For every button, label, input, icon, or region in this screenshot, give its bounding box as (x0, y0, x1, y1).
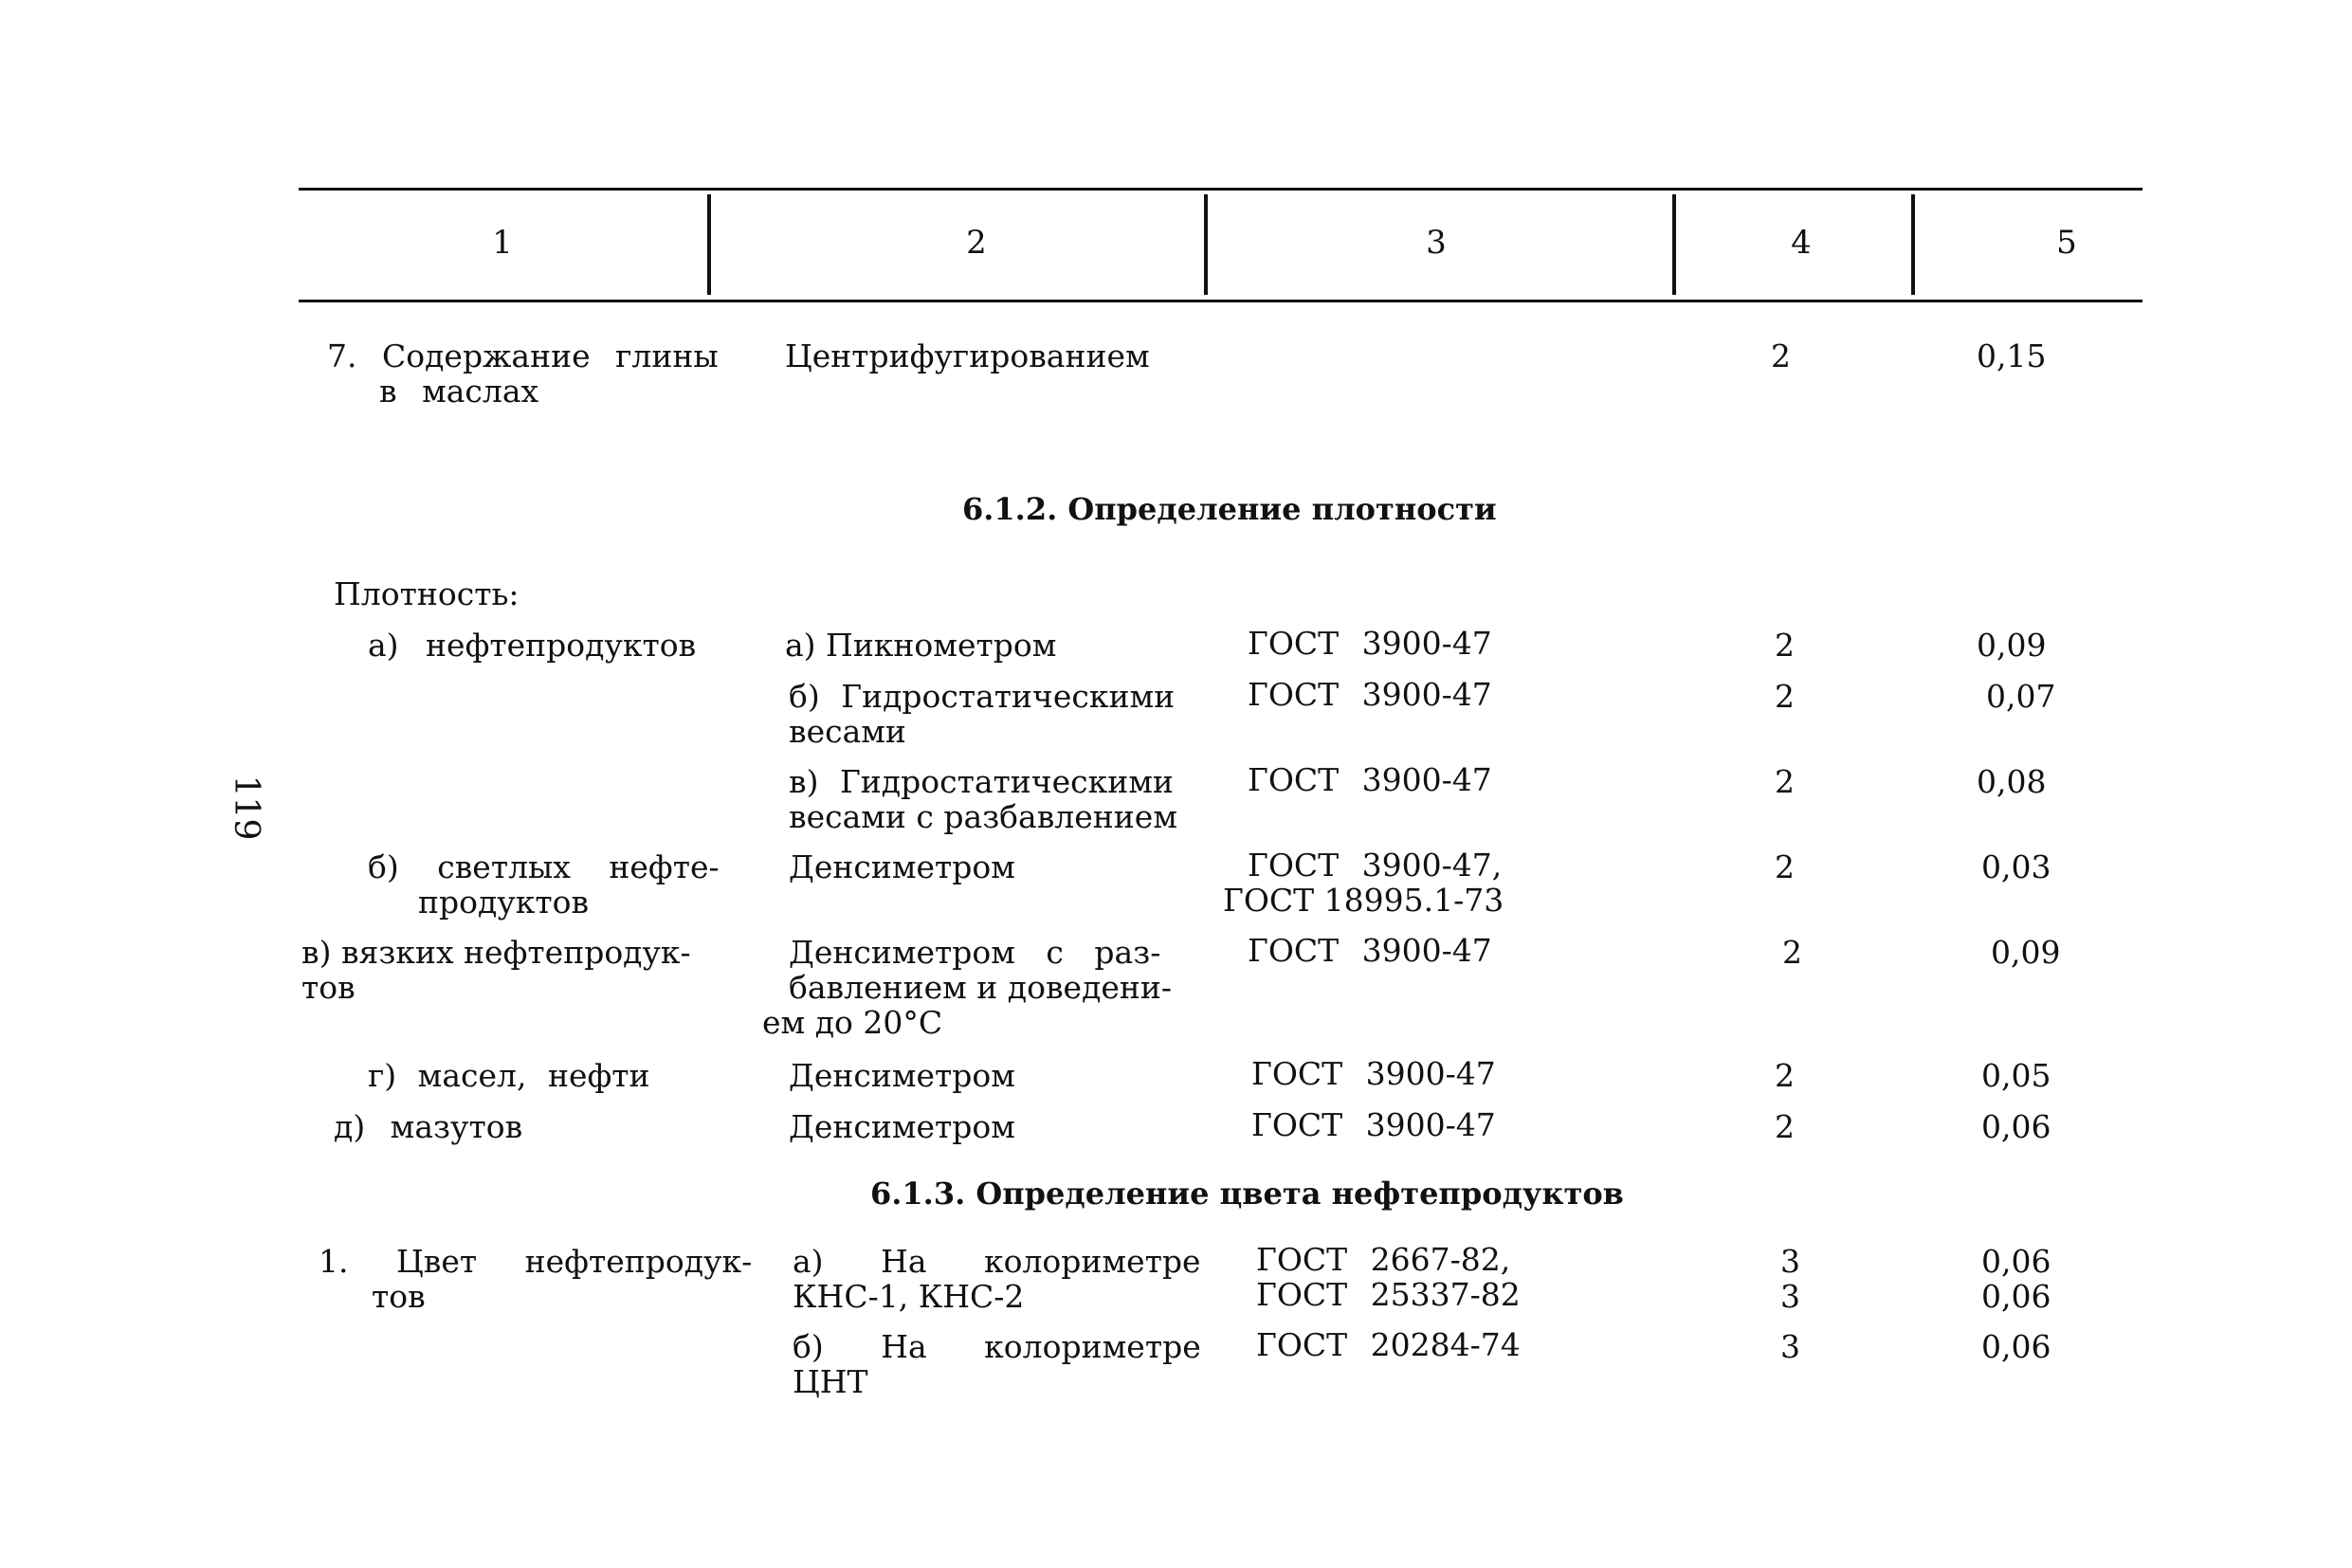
density-row3-col5: 0,08 (1977, 763, 2047, 800)
color-row1-col1-line1: 1. Цвет нефтепродук- (319, 1243, 753, 1280)
density-row4-col3-line1: ГОСТ 3900-47, (1248, 847, 1503, 884)
row7-col1-line1: 7. Содержание глины (327, 337, 719, 374)
color-row2-col2-line2: ЦНТ (793, 1363, 868, 1400)
density-row4-col1-line2: продуктов (418, 884, 590, 921)
density-row4-col4: 2 (1775, 848, 1795, 885)
density-row6-col2: Денсиметром (789, 1057, 1015, 1094)
density-row4-col2: Денсиметром (789, 848, 1015, 885)
density-row4-col3-line2: ГОСТ 18995.1-73 (1223, 882, 1504, 919)
color-row1-col3-line1: ГОСТ 2667-82, (1256, 1241, 1511, 1278)
color-row1-col5-line2: 0,06 (1981, 1278, 2051, 1315)
density-row6-col1: г) масел, нефти (368, 1057, 650, 1094)
page-number: 119 (227, 775, 265, 841)
density-row4-col5: 0,03 (1981, 848, 2051, 885)
color-row1-col3-line2: ГОСТ 25337-82 (1256, 1276, 1521, 1313)
color-row2-col4: 3 (1780, 1328, 1800, 1365)
header-col-2: 2 (966, 224, 987, 262)
density-row2-col2-line1: б) Гидростатическими (789, 678, 1176, 715)
density-row1-col5: 0,09 (1977, 627, 2047, 664)
color-row2-col5: 0,06 (1981, 1328, 2051, 1365)
density-intro: Плотность: (334, 575, 520, 612)
density-row3-col4: 2 (1775, 763, 1795, 800)
header-col-4: 4 (1791, 224, 1812, 262)
section-heading-density: 6.1.2. Определение плотности (962, 491, 1497, 527)
density-row1-col1: а) нефтепродуктов (368, 627, 697, 664)
density-row3-col2-line1: в) Гидростатическими (789, 763, 1174, 800)
row7-col2: Центрифугированием (785, 337, 1150, 374)
density-row7-col1: д) мазутов (334, 1108, 523, 1145)
density-row2-col2-line2: весами (789, 713, 906, 750)
header-col-5: 5 (2056, 224, 2077, 262)
density-row7-col5: 0,06 (1981, 1108, 2051, 1145)
density-row3-col2-line2: весами с разбавлением (789, 798, 1177, 835)
header-divider-3 (1672, 194, 1676, 295)
density-row5-col4: 2 (1782, 934, 1802, 971)
header-top-rule (299, 188, 2142, 191)
density-row1-col4: 2 (1775, 627, 1795, 664)
density-row7-col3: ГОСТ 3900-47 (1251, 1106, 1496, 1143)
row7-col1-line2: в маслах (379, 373, 539, 410)
color-row1-col4-line1: 3 (1780, 1243, 1800, 1280)
density-row5-col3: ГОСТ 3900-47 (1248, 932, 1492, 969)
header-divider-2 (1204, 194, 1208, 295)
row7-col5: 0,15 (1977, 337, 2047, 374)
density-row2-col4: 2 (1775, 678, 1795, 715)
color-row1-col4-line2: 3 (1780, 1278, 1800, 1315)
header-divider-4 (1911, 194, 1915, 295)
header-col-3: 3 (1426, 224, 1447, 262)
density-row7-col4: 2 (1775, 1108, 1795, 1145)
density-row1-col2: а) Пикнометром (785, 627, 1057, 664)
color-row1-col5-line1: 0,06 (1981, 1243, 2051, 1280)
density-row4-col1-line1: б) светлых нефте- (368, 848, 720, 885)
color-row2-col2-line1: б) На колориметре (793, 1328, 1201, 1365)
color-row1-col2-line1: а) На колориметре (793, 1243, 1201, 1280)
density-row6-col3: ГОСТ 3900-47 (1251, 1055, 1496, 1092)
header-bottom-rule (299, 300, 2142, 302)
density-row7-col2: Денсиметром (789, 1108, 1015, 1145)
density-row5-col1-line1: в) вязких нефтепродук- (301, 934, 691, 971)
density-row2-col5: 0,07 (1986, 678, 2056, 715)
color-row1-col1-line2: тов (372, 1278, 426, 1315)
density-row2-col3: ГОСТ 3900-47 (1248, 676, 1492, 713)
header-col-1: 1 (492, 224, 513, 262)
header-divider-1 (707, 194, 711, 295)
density-row6-col4: 2 (1775, 1057, 1795, 1094)
color-row1-col2-line2: КНС-1, КНС-2 (793, 1278, 1025, 1315)
section-heading-color: 6.1.3. Определение цвета нефтепродуктов (870, 1176, 1624, 1212)
density-row5-col2-line2: бавлением и доведени- (789, 969, 1173, 1006)
density-row5-col5: 0,09 (1991, 934, 2061, 971)
color-row2-col3: ГОСТ 20284-74 (1256, 1326, 1521, 1363)
density-row6-col5: 0,05 (1981, 1057, 2051, 1094)
row7-col4: 2 (1771, 337, 1791, 374)
density-row5-col2-line3: ем до 20°С (762, 1004, 943, 1041)
density-row3-col3: ГОСТ 3900-47 (1248, 761, 1492, 798)
density-row1-col3: ГОСТ 3900-47 (1248, 625, 1492, 662)
density-row5-col2-line1: Денсиметром с раз- (789, 934, 1161, 971)
density-row5-col1-line2: тов (301, 969, 356, 1006)
